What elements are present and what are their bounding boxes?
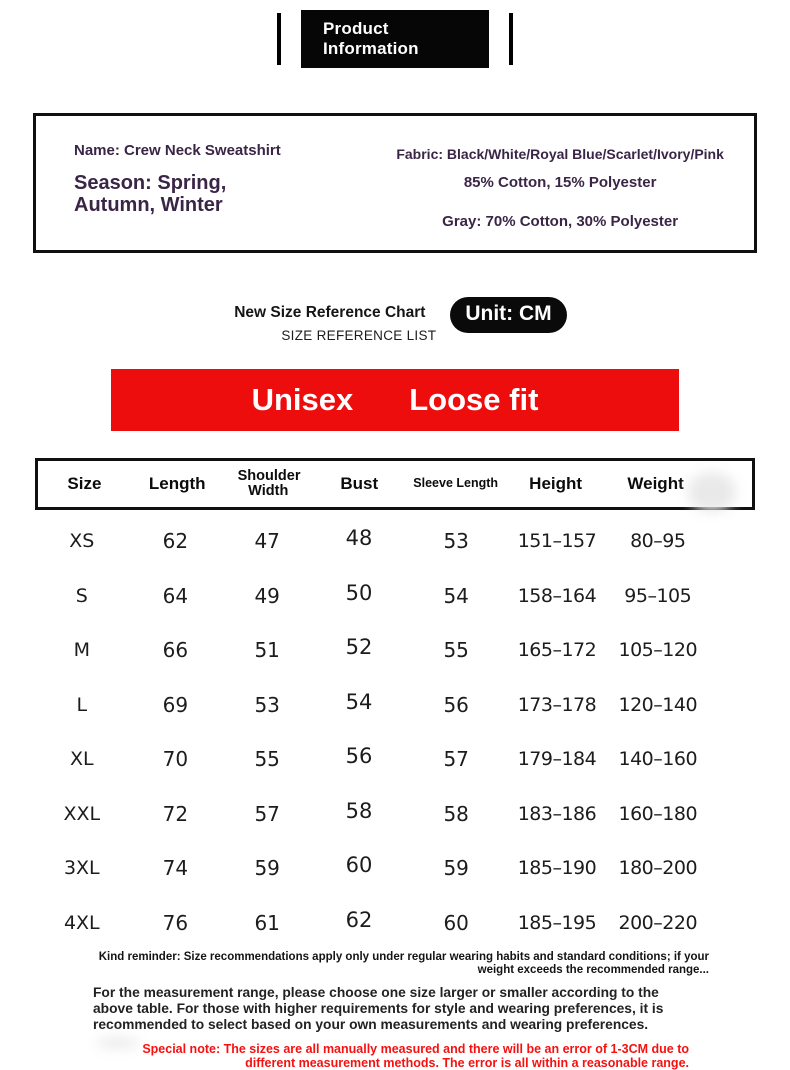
size-table-body xyxy=(35,514,755,950)
size-chart-title: New Size Reference Chart xyxy=(234,303,426,321)
size-value: 47 xyxy=(254,529,280,554)
size-value: 54 xyxy=(443,583,469,608)
size-value: 56 xyxy=(443,692,469,717)
size-value: 57 xyxy=(254,801,280,826)
size-label: S xyxy=(75,584,88,607)
size-value: 160–180 xyxy=(618,802,698,825)
product-info-right xyxy=(366,116,754,250)
size-value: 165–172 xyxy=(517,639,597,662)
size-value: 158–164 xyxy=(517,584,597,607)
season-line1: Season: Spring, xyxy=(74,172,227,194)
size-value: 95–105 xyxy=(624,584,692,607)
watermark-smudge xyxy=(688,472,736,512)
size-value: 48 xyxy=(345,526,373,551)
size-value: 183–186 xyxy=(517,802,597,825)
size-value: 58 xyxy=(443,801,469,826)
size-table xyxy=(35,458,755,950)
size-value: 54 xyxy=(345,689,373,714)
size-label: XS xyxy=(69,530,95,553)
size-reference-section xyxy=(0,299,790,347)
size-value: 53 xyxy=(443,529,469,554)
watermark-smudge xyxy=(96,1038,140,1048)
size-value: 140–160 xyxy=(618,748,698,771)
size-value: 105–120 xyxy=(618,639,698,662)
column-header: Length xyxy=(148,474,206,494)
table-row xyxy=(35,841,755,896)
size-value: 58 xyxy=(345,798,373,823)
page-header xyxy=(0,10,790,68)
product-fabric: Fabric: Black/White/Royal Blue/Scarlet/Ivory/Pink xyxy=(396,146,724,162)
product-name: Name: Crew Neck Sweatshirt xyxy=(74,142,281,159)
size-label: M xyxy=(73,639,90,662)
table-row xyxy=(35,678,755,733)
size-value: 49 xyxy=(254,583,280,608)
header-right-bar xyxy=(509,13,513,65)
product-composition: 85% Cotton, 15% Polyester xyxy=(463,174,657,191)
size-value: 185–190 xyxy=(517,857,597,880)
product-gray-composition: Gray: 70% Cotton, 30% Polyester xyxy=(442,213,679,230)
unit-cm-badge: Unit: CM xyxy=(450,297,566,333)
size-value: 55 xyxy=(443,638,469,663)
size-value: 66 xyxy=(162,638,189,663)
size-value: 50 xyxy=(345,580,373,605)
kind-reminder-note: Kind reminder: Size recommendations apply only under regular wearing habits and standard conditions; if your weight exceeds the recommended range... xyxy=(98,951,709,976)
banner-loose-fit-label: Loose fit xyxy=(409,382,539,417)
table-row xyxy=(35,896,755,951)
column-header: Sleeve Length xyxy=(413,476,499,491)
table-row xyxy=(35,787,755,842)
size-chart-subtitle: SIZE REFERENCE LIST xyxy=(281,327,437,343)
size-value: 179–184 xyxy=(517,748,597,771)
size-value: 120–140 xyxy=(618,693,698,716)
size-label: L xyxy=(76,693,88,716)
size-label: 4XL xyxy=(63,911,100,934)
size-value: 69 xyxy=(162,692,189,717)
size-value: 60 xyxy=(443,910,469,935)
size-reference-titles xyxy=(223,304,436,343)
season-line2: Autumn, Winter xyxy=(74,194,223,217)
column-header: Bust xyxy=(340,474,379,494)
size-value: 80–95 xyxy=(630,530,686,553)
banner-unisex-label: Unisex xyxy=(251,382,354,417)
size-value: 59 xyxy=(254,856,280,881)
size-value: 200–220 xyxy=(618,911,698,934)
size-table-header xyxy=(35,458,755,510)
product-information-title-box xyxy=(301,10,489,68)
size-value: 60 xyxy=(345,853,373,878)
size-value: 74 xyxy=(162,856,189,881)
column-header: Height xyxy=(529,474,583,494)
unisex-banner xyxy=(111,369,679,431)
size-value: 56 xyxy=(345,744,373,769)
size-label: XL xyxy=(69,748,94,771)
product-info-left xyxy=(36,116,366,250)
size-value: 185–195 xyxy=(517,911,597,934)
column-header: Shoulder Width xyxy=(237,467,301,499)
size-value: 59 xyxy=(443,856,469,881)
size-value: 51 xyxy=(254,638,280,663)
size-value: 180–200 xyxy=(618,857,698,880)
size-value: 72 xyxy=(162,801,189,826)
column-header: Weight xyxy=(627,474,684,494)
column-header: Size xyxy=(67,474,102,494)
table-row xyxy=(35,623,755,678)
size-value: 61 xyxy=(254,910,280,935)
size-value: 52 xyxy=(345,635,373,660)
size-label: 3XL xyxy=(63,857,100,880)
product-season xyxy=(74,172,366,217)
size-value: 55 xyxy=(254,747,280,772)
size-value: 76 xyxy=(162,910,189,935)
size-value: 53 xyxy=(254,692,280,717)
product-info-box xyxy=(33,113,757,253)
measurement-range-note: For the measurement range, please choose one size larger or smaller according to the above table. For those with higher requirements for style and wearing preferences, it is recommended to select based on your own measurements and wearing preferences. xyxy=(93,985,664,1033)
size-value: 62 xyxy=(345,907,373,932)
table-row xyxy=(35,569,755,624)
table-row xyxy=(35,732,755,787)
special-note: Special note: The sizes are all manually measured and there will be an error of 1-3CM due to different measurement methods. The error is all within a reasonable range. xyxy=(142,1042,689,1070)
size-label: XXL xyxy=(63,802,101,825)
size-value: 64 xyxy=(162,583,189,608)
header-left-bar xyxy=(277,13,281,65)
table-row xyxy=(35,514,755,569)
size-value: 70 xyxy=(162,747,189,772)
size-value: 62 xyxy=(162,529,189,554)
size-value: 57 xyxy=(443,747,469,772)
header-title-line2: Information xyxy=(323,39,419,58)
size-value: 151–157 xyxy=(517,530,597,553)
header-title-line1: Product xyxy=(323,18,389,38)
size-value: 173–178 xyxy=(517,693,597,716)
